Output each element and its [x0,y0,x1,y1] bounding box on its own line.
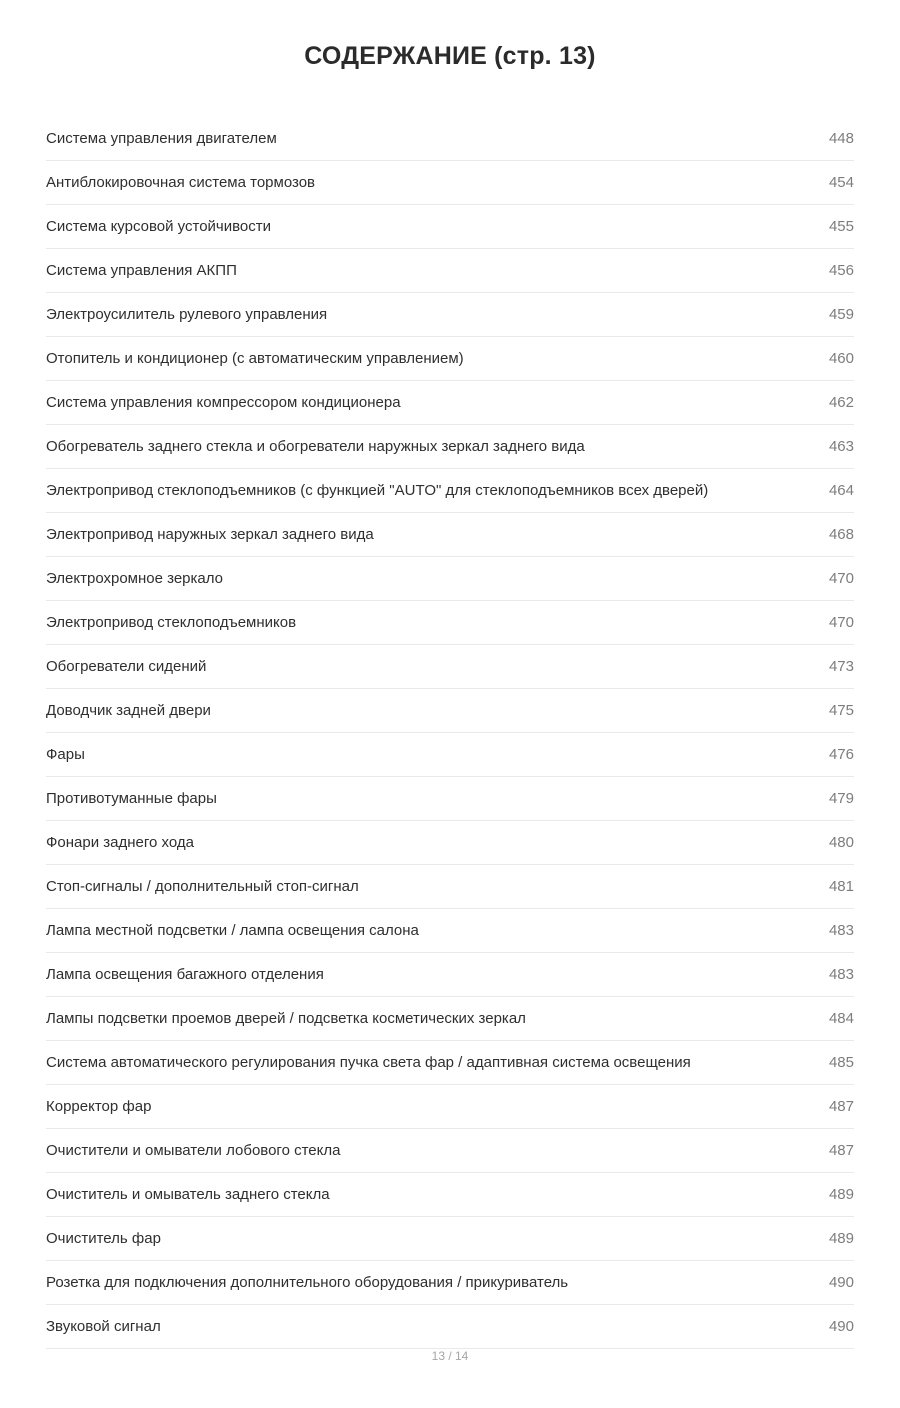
toc-entry-page-number: 480 [828,834,854,851]
toc-entry[interactable] [46,557,854,601]
toc-entry[interactable] [46,1217,854,1261]
toc-entry-page-number: 456 [828,262,854,279]
toc-entry-page-number: 473 [828,658,854,675]
toc-entry[interactable] [46,689,854,733]
toc-entry-page-number: 481 [828,878,854,895]
toc-entry-label: Доводчик задней двери [46,702,211,719]
toc-entry-label: Розетка для подключения дополнительного оборудования / прикуриватель [46,1274,569,1291]
toc-entry-label: Система управления компрессором кондиционера [46,394,401,411]
toc-entry[interactable] [46,161,854,205]
toc-entry-page-number: 479 [828,790,854,807]
toc-entry-page-number: 462 [828,394,854,411]
toc-entry-label: Стоп-сигналы / дополнительный стоп-сигнал [46,878,359,895]
toc-entry-label: Противотуманные фары [46,790,217,807]
toc-entry-label: Отопитель и кондиционер (с автоматическим управлением) [46,350,464,367]
toc-entry-page-number: 470 [828,570,854,587]
toc-entry[interactable] [46,337,854,381]
toc-entry-label: Антиблокировочная система тормозов [46,174,316,191]
toc-entry[interactable] [46,865,854,909]
toc-entry-page-number: 454 [828,174,854,191]
toc-entry-page-number: 470 [828,614,854,631]
toc-entry-label: Система управления АКПП [46,262,237,279]
toc-entry[interactable] [46,821,854,865]
toc-entry[interactable] [46,645,854,689]
toc-entry[interactable] [46,425,854,469]
toc-entry[interactable] [46,733,854,777]
toc-entry[interactable] [46,118,854,161]
toc-entry-label: Фары [46,746,85,763]
toc-entry-label: Фонари заднего хода [46,834,194,851]
toc-entry-page-number: 484 [828,1010,854,1027]
toc-entry[interactable] [46,469,854,513]
toc-entry-page-number: 490 [828,1274,854,1291]
toc-entry[interactable] [46,997,854,1041]
toc-entry-label: Обогреватели сидений [46,658,207,675]
toc-entry[interactable] [46,1085,854,1129]
toc-entry-page-number: 483 [828,966,854,983]
toc-entry[interactable] [46,205,854,249]
page-title: СОДЕРЖАНИЕ (стр. 13) [304,42,596,70]
toc-entry-label: Очистители и омыватели лобового стекла [46,1142,341,1159]
toc-entry-page-number: 455 [828,218,854,235]
toc-entry[interactable] [46,1305,854,1349]
toc-entry-label: Лампы подсветки проемов дверей / подсветка косметических зеркал [46,1010,526,1027]
toc-entry-page-number: 476 [828,746,854,763]
toc-entry-page-number: 485 [828,1054,854,1071]
toc-entry-page-number: 468 [828,526,854,543]
toc-entry-label: Электропривод наружных зеркал заднего вида [46,526,374,543]
toc-entry-label: Электропривод стеклоподъемников (с функцией "AUTO" для стеклоподъемников всех дверей) [46,482,709,499]
toc-entry-page-number: 490 [828,1318,854,1335]
toc-entry-label: Лампа местной подсветки / лампа освещения салона [46,922,419,939]
toc-entry-page-number: 483 [828,922,854,939]
toc-entry-page-number: 448 [828,130,854,147]
toc-entry[interactable] [46,1173,854,1217]
toc-entry-label: Система автоматического регулирования пучка света фар / адаптивная система освещения [46,1054,691,1071]
toc-entry-label: Электропривод стеклоподъемников [46,614,297,631]
toc-entry-page-number: 460 [828,350,854,367]
toc-entry[interactable] [46,293,854,337]
toc-entry-page-number: 475 [828,702,854,719]
toc-entry-page-number: 464 [828,482,854,499]
toc-entry-page-number: 489 [828,1186,854,1203]
page-footer: 13 / 14 [431,1349,469,1363]
toc-entry-label: Звуковой сигнал [46,1318,161,1335]
toc-entry-label: Корректор фар [46,1098,152,1115]
toc-entry-label: Очиститель и омыватель заднего стекла [46,1186,330,1203]
toc-entry[interactable] [46,601,854,645]
toc-entry[interactable] [46,1041,854,1085]
toc-entry-page-number: 489 [828,1230,854,1247]
toc-entry[interactable] [46,381,854,425]
toc-entry-page-number: 459 [828,306,854,323]
toc-entry[interactable] [46,1129,854,1173]
toc-entry[interactable] [46,909,854,953]
toc-entry-label: Система курсовой устойчивости [46,218,272,235]
toc-entry[interactable] [46,249,854,293]
toc-entry-label: Система управления двигателем [46,130,277,147]
toc-entry-label: Электрохромное зеркало [46,570,224,587]
toc-entry[interactable] [46,777,854,821]
toc-entry-label: Обогреватель заднего стекла и обогреватели наружных зеркал заднего вида [46,438,585,455]
toc-entry-label: Электроусилитель рулевого управления [46,306,328,323]
toc-entry-label: Лампа освещения багажного отделения [46,966,324,983]
toc-entry-page-number: 463 [828,438,854,455]
toc-entry-page-number: 487 [828,1142,854,1159]
table-of-contents [46,118,854,1349]
toc-entry-label: Очиститель фар [46,1230,161,1247]
toc-entry[interactable] [46,1261,854,1305]
toc-entry-page-number: 487 [828,1098,854,1115]
toc-entry[interactable] [46,513,854,557]
toc-entry[interactable] [46,953,854,997]
